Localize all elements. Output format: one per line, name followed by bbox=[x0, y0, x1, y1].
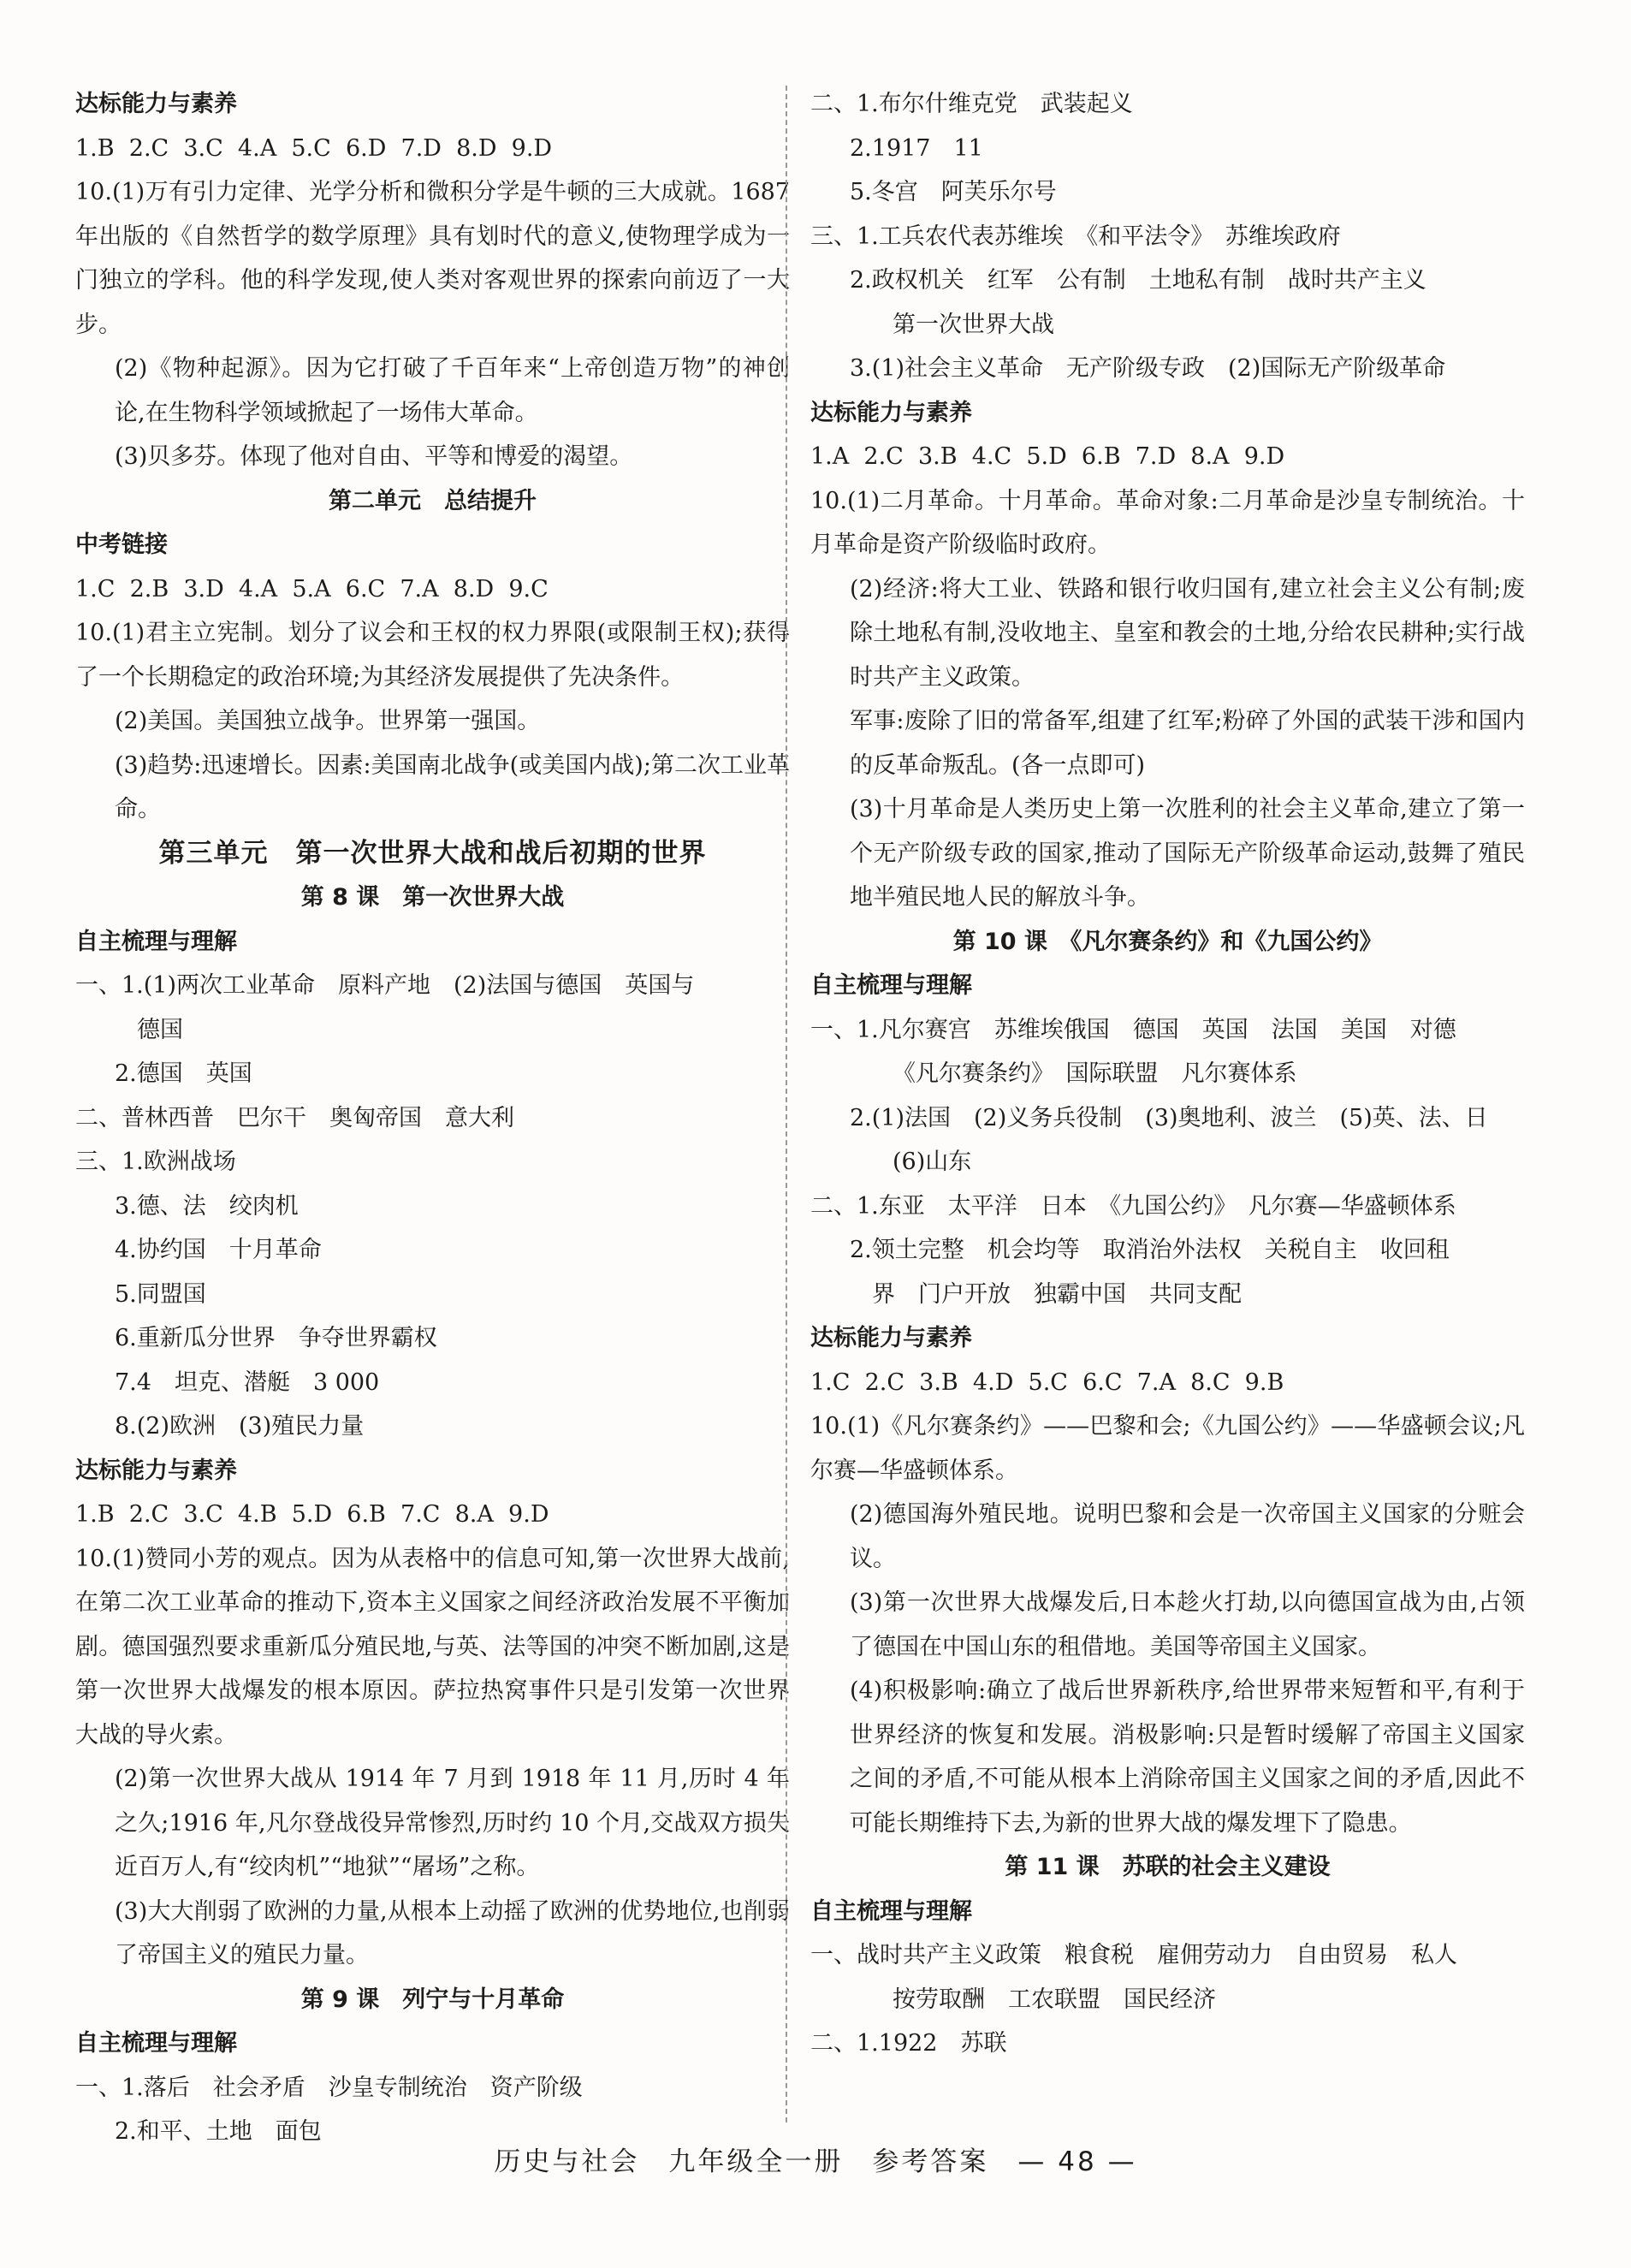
column-divider bbox=[786, 86, 787, 2123]
answer-line: 二、1.1922 苏联 bbox=[810, 2030, 1007, 2057]
answer-line: 二、普林西普 巴尔干 奥匈帝国 意大利 bbox=[75, 1104, 514, 1131]
answer-line: 2.(1)法国 (2)义务兵役制 (3)奥地利、波兰 (5)英、法、日 bbox=[850, 1104, 1488, 1131]
answer-line: 按劳取酬 工农联盟 国民经济 bbox=[893, 1986, 1216, 2013]
answer-paragraph: 军事:废除了旧的常备军,组建了红军;粉碎了外国的武装干涉和国内的反革命叛乱。(各一点即可) bbox=[850, 708, 1525, 779]
answer-line: 一、1.凡尔赛宫 苏维埃俄国 德国 英国 法国 美国 对德 bbox=[810, 1016, 1456, 1043]
answer-paragraph: (4)积极影响:确立了战后世界新秩序,给世界带来短暂和平,有利于世界经济的恢复和发展。消极影响:只是暂时缓解了帝国主义国家之间的矛盾,不可能从根本上消除帝国主义国家之间的矛盾,因此不可能长期维持下去,为新的世界大战的爆发埋下了隐患。 bbox=[850, 1677, 1525, 1837]
answer-line: 5.冬宫 阿芙乐尔号 bbox=[850, 179, 1057, 205]
unit-title: 第三单元 第一次世界大战和战后初期的世界 bbox=[158, 837, 707, 869]
answer-line: 第一次世界大战 bbox=[893, 311, 1054, 338]
answer-line: 2.政权机关 红军 公有制 土地私有制 战时共产主义 bbox=[850, 267, 1426, 294]
section-heading: 自主梳理与理解 bbox=[810, 972, 972, 999]
answer-line: 界 门户开放 独霸中国 共同支配 bbox=[872, 1280, 1242, 1308]
answer-line: 1.B 2.C 3.C 4.A 5.C 6.D 7.D 8.D 9.D bbox=[75, 134, 553, 162]
section-heading: 自主梳理与理解 bbox=[75, 2030, 237, 2057]
answer-line: 8.(2)欧洲 (3)殖民力量 bbox=[115, 1413, 365, 1440]
answer-line: 一、1.(1)两次工业革命 原料产地 (2)法国与德国 英国与 bbox=[75, 972, 695, 999]
lesson-title: 第 9 课 列宁与十月革命 bbox=[300, 1986, 565, 2013]
answer-line: 3.德、法 绞肉机 bbox=[115, 1192, 299, 1220]
answer-line: 2.德国 英国 bbox=[115, 1060, 252, 1087]
section-heading: 自主梳理与理解 bbox=[75, 928, 237, 955]
answer-paragraph: (2)经济:将大工业、铁路和银行收归国有,建立社会主义公有制;废除土地私有制,没收地主、皇室和教会的土地,分给农民耕种;实行战时共产主义政策。 bbox=[850, 575, 1525, 691]
answer-paragraph: (2)《物种起源》。因为它打破了千百年来“上帝创造万物”的神创论,在生物科学领域掀起了一场伟大革命。 bbox=[115, 355, 790, 426]
answer-line: 2.领土完整 机会均等 取消治外法权 关税自主 收回租 bbox=[850, 1237, 1450, 1263]
answer-line: 4.协约国 十月革命 bbox=[115, 1237, 322, 1263]
answer-line: 5.同盟国 bbox=[115, 1280, 206, 1308]
answer-paragraph: (3)大大削弱了欧洲的力量,从根本上动摇了欧洲的优势地位,也削弱了帝国主义的殖民力量。 bbox=[115, 1897, 790, 1968]
answer-paragraph: 10.(1)《凡尔赛条约》——巴黎和会;《九国公约》——华盛顿会议;凡尔赛—华盛顿体系。 bbox=[810, 1413, 1525, 1484]
lesson-title: 第二单元 总结提升 bbox=[329, 487, 537, 514]
answer-line: 二、1.布尔什维克党 武装起义 bbox=[810, 91, 1133, 117]
page-footer: 历史与社会 九年级全一册 参考答案 — 48 — bbox=[494, 2146, 1137, 2177]
answer-paragraph: (3)贝多芬。体现了他对自由、平等和博爱的渴望。 bbox=[115, 443, 633, 470]
answer-line: 德国 bbox=[137, 1016, 183, 1043]
answer-paragraph: (2)德国海外殖民地。说明巴黎和会是一次帝国主义国家的分赃会议。 bbox=[850, 1501, 1525, 1572]
answer-line: 三、1.欧洲战场 bbox=[75, 1149, 236, 1175]
answer-line: 《凡尔赛条约》 国际联盟 凡尔赛体系 bbox=[893, 1060, 1297, 1087]
answer-line: 3.(1)社会主义革命 无产阶级专政 (2)国际无产阶级革命 bbox=[850, 355, 1446, 382]
answer-line: 一、战时共产主义政策 粮食税 雇佣劳动力 自由贸易 私人 bbox=[810, 1942, 1457, 1968]
answer-paragraph: 10.(1)赞同小芳的观点。因为从表格中的信息可知,第一次世界大战前,在第二次工业革命的推动下,资本主义国家之间经济政治发展不平衡加剧。德国强烈要求重新瓜分殖民地,与英、法等国的冲突不断加剧,这是第一次世界大战爆发的根本原因。萨拉热窝事件只是引发第一次世界大战的导火索。 bbox=[75, 1545, 790, 1748]
answer-line: 2.1917 11 bbox=[850, 134, 983, 162]
section-heading: 达标能力与素养 bbox=[75, 1457, 237, 1484]
answer-line: 6.重新瓜分世界 争夺世界霸权 bbox=[115, 1325, 437, 1351]
answer-line: (6)山东 bbox=[893, 1149, 972, 1175]
lesson-title: 第 8 课 第一次世界大战 bbox=[300, 884, 565, 911]
answer-line: 1.C 2.C 3.B 4.D 5.C 6.C 7.A 8.C 9.B bbox=[810, 1369, 1284, 1396]
right-column bbox=[810, 82, 1525, 2066]
section-heading: 达标能力与素养 bbox=[75, 91, 237, 117]
lesson-title: 第 10 课 《凡尔赛条约》和《九国公约》 bbox=[952, 928, 1383, 955]
answer-line: 一、1.落后 社会矛盾 沙皇专制统治 资产阶级 bbox=[75, 2074, 583, 2101]
answer-line: 1.C 2.B 3.D 4.A 5.A 6.C 7.A 8.D 9.C bbox=[75, 575, 549, 603]
answer-paragraph: 10.(1)万有引力定律、光学分析和微积分学是牛顿的三大成就。1687 年出版的《自然哲学的数学原理》具有划时代的意义,使物理学成为一门独立的学科。他的科学发现,使人类对客观世界的探索向前迈了一大步。 bbox=[75, 179, 790, 338]
left-column bbox=[75, 82, 790, 2154]
answer-line: 1.B 2.C 3.C 4.B 5.D 6.B 7.C 8.A 9.D bbox=[75, 1501, 549, 1528]
answer-line: 7.4 坦克、潜艇 3 000 bbox=[115, 1369, 380, 1396]
section-heading: 中考链接 bbox=[75, 531, 168, 558]
answer-line: 1.A 2.C 3.B 4.C 5.D 6.B 7.D 8.A 9.D bbox=[810, 443, 1285, 470]
section-heading: 达标能力与素养 bbox=[810, 1325, 972, 1351]
answer-line: 2.和平、土地 面包 bbox=[115, 2118, 322, 2145]
answer-line: 三、1.工兵农代表苏维埃 《和平法令》 苏维埃政府 bbox=[810, 223, 1341, 250]
answer-paragraph: (2)美国。美国独立战争。世界第一强国。 bbox=[115, 708, 541, 734]
section-heading: 自主梳理与理解 bbox=[810, 1897, 972, 1925]
section-heading: 达标能力与素养 bbox=[810, 399, 972, 426]
answer-paragraph: (3)趋势:迅速增长。因素:美国南北战争(或美国内战);第二次工业革命。 bbox=[115, 751, 790, 822]
answer-line: 二、1.东亚 太平洋 日本 《九国公约》 凡尔赛—华盛顿体系 bbox=[810, 1192, 1456, 1220]
answer-paragraph: (3)十月革命是人类历史上第一次胜利的社会主义革命,建立了第一个无产阶级专政的国家,推动了国际无产阶级革命运动,鼓舞了殖民地半殖民地人民的解放斗争。 bbox=[850, 796, 1525, 911]
answer-paragraph: 10.(1)君主立宪制。划分了议会和王权的权力界限(或限制王权);获得了一个长期稳定的政治环境;为其经济发展提供了先决条件。 bbox=[75, 620, 790, 691]
answer-paragraph: (3)第一次世界大战爆发后,日本趁火打劫,以向德国宣战为由,占领了德国在中国山东的租借地。美国等帝国主义国家。 bbox=[850, 1589, 1525, 1660]
answer-paragraph: (2)第一次世界大战从 1914 年 7 月到 1918 年 11 月,历时 4 年之久;1916 年,凡尔登战役异常惨烈,历时约 10 个月,交战双方损失近百万人,有“绞肉机”“地狱”“屠场”之称。 bbox=[115, 1766, 790, 1880]
answer-paragraph: 10.(1)二月革命。十月革命。革命对象:二月革命是沙皇专制统治。十月革命是资产阶级临时政府。 bbox=[810, 487, 1525, 558]
lesson-title: 第 11 课 苏联的社会主义建设 bbox=[1005, 1854, 1331, 1880]
